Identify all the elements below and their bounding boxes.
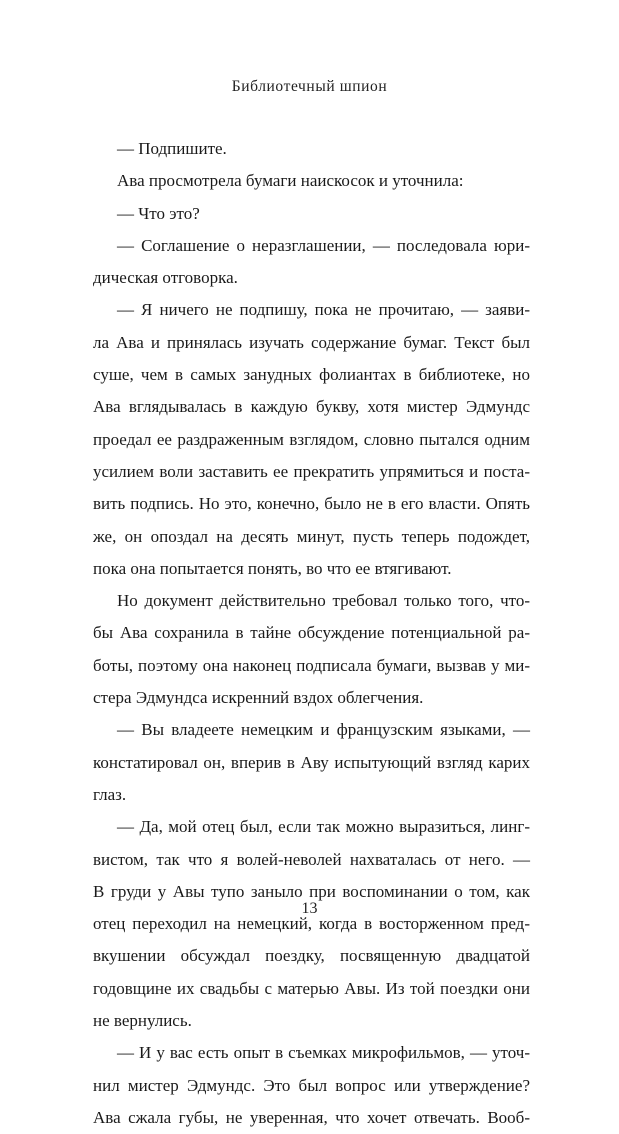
text-line: же, он опоздал на десять минут, пусть теперь подождет, (93, 526, 530, 546)
text-line: — Вы владеете немецким и французским языками, — (117, 720, 530, 740)
text-line: боты, поэтому она наконец подписала бумаги, вызвав у ми- (93, 655, 530, 675)
text-line: годовщине их свадьбы с матерью Авы. Из той поездки они (93, 978, 530, 998)
text-line: стера Эдмундса искренний вздох облегчения. (93, 688, 424, 708)
text-line: суше, чем в самых занудных фолиантах в библиотеке, но (93, 365, 530, 385)
text-line: — Что это? (117, 203, 200, 223)
text-line: проедал ее раздраженным взглядом, словно пытался одним (93, 429, 530, 449)
text-line: — Я ничего не подпишу, пока не прочитаю, — заяви- (117, 300, 530, 320)
text-line: вистом, так что я волей-неволей нахваталась от него. — (93, 849, 530, 869)
text-line: нил мистер Эдмундс. Это был вопрос или утверждение? (93, 1075, 530, 1095)
text-line: вить подпись. Но это, конечно, было не в его власти. Опять (93, 494, 530, 514)
text-line: глаз. (93, 784, 127, 804)
text-line: пока она попытается понять, во что ее втягивают. (93, 558, 452, 578)
text-line: вкушении обсуждал поездку, посвященную двадцатой (93, 946, 530, 966)
text-line: — Соглашение о неразглашении, — последовала юри- (117, 235, 530, 255)
text-line: Ава сжала губы, не уверенная, что хочет отвечать. Вооб- (93, 1107, 530, 1127)
text-line: В груди у Авы тупо заныло при воспоминании о том, как (93, 881, 530, 901)
text-line: бы Ава сохранила в тайне обсуждение потенциальной ра- (93, 623, 530, 643)
text-line: отец переходил на немецкий, когда в восторженном пред- (93, 914, 530, 934)
text-line: не вернулись. (93, 1011, 192, 1031)
text-line: — Да, мой отец был, если так можно выразиться, линг- (117, 817, 530, 837)
text-line: Но документ действительно требовал только того, что- (117, 591, 530, 611)
text-line: ла Ава и принялась изучать содержание бумаг. Текст был (93, 332, 530, 352)
page-number: 13 (301, 900, 318, 917)
text-line: дическая отговорка. (93, 268, 238, 288)
text-line: констатировал он, вперив в Аву испытующий взгляд карих (93, 752, 530, 772)
text-line: Ава просмотрела бумаги наискосок и уточнила: (117, 171, 464, 191)
body-text (93, 133, 530, 1134)
text-line: — И у вас есть опыт в съемках микрофильмов, — уточ- (117, 1043, 530, 1063)
text-line: — Подпишите. (117, 139, 227, 158)
text-line: Ава вглядывалась в каждую букву, хотя мистер Эдмундс (93, 397, 530, 417)
running-title: Библиотечный шпион (231, 78, 388, 95)
text-line: усилием воли заставить ее прекратить упрямиться и поста- (93, 461, 530, 481)
